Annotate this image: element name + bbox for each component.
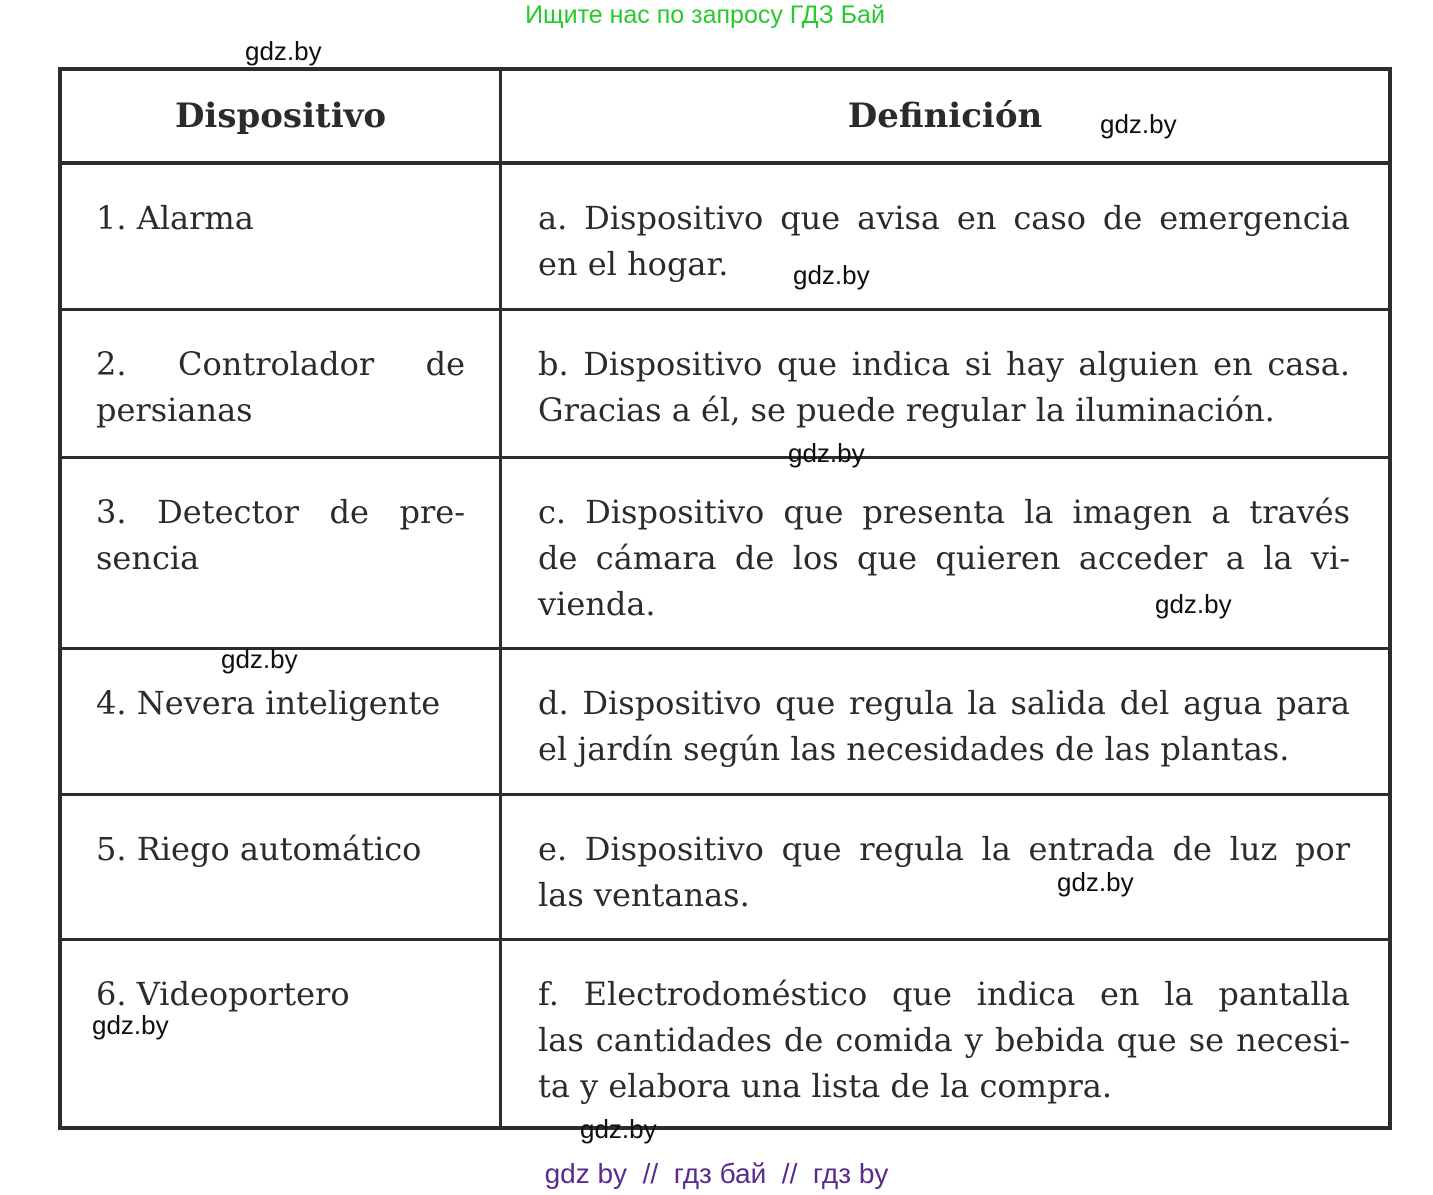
definition-cell-f [502, 941, 1388, 1126]
table-row [62, 165, 1388, 311]
device-cell-2 [62, 311, 502, 456]
gdz-watermark: gdz.by [1057, 867, 1134, 897]
gdz-watermark: gdz.by [221, 644, 298, 674]
definition-line: b. Dispositivo que indica si hay alguien en casa. [538, 345, 1350, 383]
definition-cell-a [502, 165, 1388, 308]
device-text: 6. Videoportero [96, 975, 350, 1013]
definition-cell-e [502, 796, 1388, 938]
device-text: persianas [96, 391, 253, 429]
definition-cell-d [502, 650, 1388, 793]
column-header-dispositivo: Dispositivo [62, 71, 502, 161]
definition-line: el jardín según las necesidades de las plantas. [538, 730, 1290, 768]
device-cell-1 [62, 165, 502, 308]
definition-line: en el hogar. [538, 245, 729, 283]
gdz-watermark: gdz.by [1155, 589, 1232, 619]
column-header-definicion: Definición [847, 96, 1043, 136]
definition-line: a. Dispositivo que avisa en caso de emergencia [538, 199, 1350, 237]
table-row [62, 459, 1388, 650]
table-header-row [62, 71, 1388, 165]
table-row [62, 941, 1388, 1126]
gdz-watermark: gdz.by [580, 1114, 657, 1144]
definition-line: vienda. [538, 585, 656, 623]
device-text: 5. Riego automático [96, 830, 422, 868]
promo-banner-text: Ищите нас по запросу ГДЗ Бай [525, 1, 885, 29]
definition-cell-c [502, 459, 1388, 647]
definition-line: e. Dispositivo que regula la entrada de luz por [538, 830, 1350, 868]
device-text: 4. Nevera inteligente [96, 684, 441, 722]
device-text: 2. Controlador de [96, 345, 465, 383]
table-row [62, 311, 1388, 459]
device-cell-3 [62, 459, 502, 647]
definition-line: d. Dispositivo que regula la salida del agua para [538, 684, 1350, 722]
gdz-watermark: gdz.by [245, 36, 322, 66]
gdz-watermark: gdz.by [788, 438, 865, 468]
device-cell-5 [62, 796, 502, 938]
definition-cell-b [502, 311, 1388, 456]
gdz-watermark: gdz.by [793, 260, 870, 290]
device-text: sencia [96, 539, 200, 577]
footer-search-terms: gdz by // гдз бай // гдз by [544, 1158, 889, 1189]
gdz-watermark: gdz.by [92, 1010, 169, 1040]
device-text: 1. Alarma [96, 199, 254, 237]
definition-line: de cámara de los que quieren acceder a la vi- [538, 539, 1350, 577]
definition-line: c. Dispositivo que presenta la imagen a través [538, 493, 1350, 531]
device-text: 3. Detector de pre- [96, 493, 465, 531]
definition-line: f. Electrodoméstico que indica en la pantalla [538, 975, 1350, 1013]
gdz-watermark: gdz.by [1100, 109, 1177, 139]
definition-line: las ventanas. [538, 876, 750, 914]
table-row [62, 796, 1388, 941]
definition-line: ta y elabora una lista de la compra. [538, 1067, 1113, 1105]
definition-line: Gracias a él, se puede regular la iluminación. [538, 391, 1275, 429]
definition-line: las cantidades de comida y bebida que se necesi- [538, 1021, 1350, 1059]
